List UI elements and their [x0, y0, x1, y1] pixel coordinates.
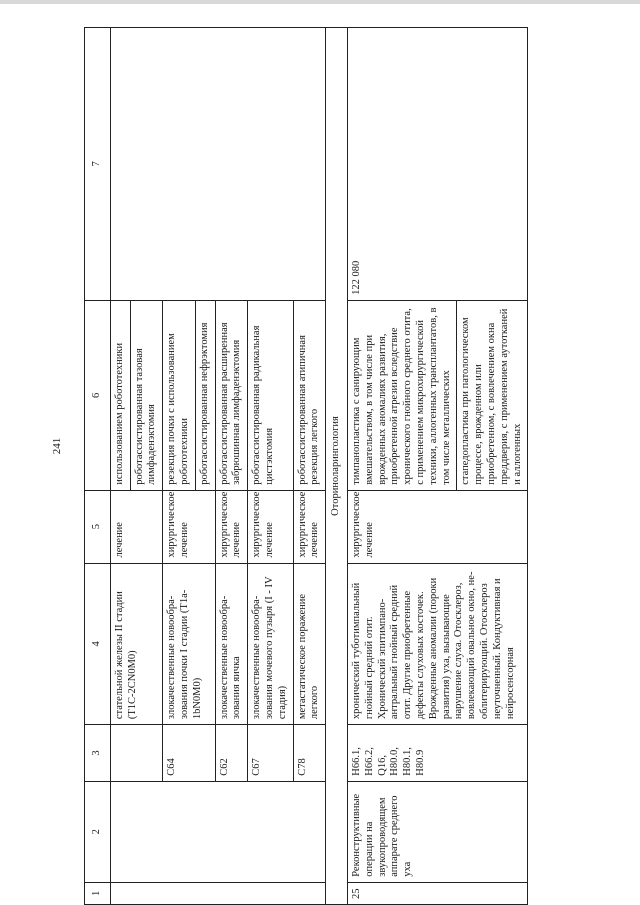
cell-number-empty: [110, 882, 325, 904]
column-header: 1: [85, 882, 111, 904]
cell-treatment-type: хирургическое лечение: [215, 490, 248, 563]
table-row: [110, 28, 130, 905]
table-row: [347, 28, 456, 905]
column-header: 5: [85, 490, 111, 563]
cell-method: роботассистированная атипичная резекция легкого: [293, 300, 326, 490]
cell-diagnosis: злокачественные новообразования почки I стадии (T1a-1bN0M0): [163, 563, 215, 725]
column-header: 2: [85, 781, 111, 882]
cell-cost: 122 080: [347, 28, 527, 301]
cell-method: роботассистированная тазовая лимфаденэктомия: [130, 300, 163, 490]
cell-treatment-type: хирургическое лечение: [293, 490, 326, 563]
medical-care-table: [84, 27, 528, 905]
column-header: 7: [85, 28, 111, 301]
cell-diagnosis: метастатическое поражение легкого: [293, 563, 326, 725]
cell-code: [110, 725, 162, 782]
cell-diagnosis: злокачественные новообразования мочевого пузыря (I - IV стадия): [248, 563, 293, 725]
cell-cost-empty: [110, 28, 325, 301]
cell-name-empty: [110, 781, 325, 882]
section-title: Оториноларингология: [326, 28, 348, 905]
scan-edge: [0, 0, 640, 4]
cell-method: роботассистированная радикальная цистэктомия: [248, 300, 293, 490]
cell-code: C64: [163, 725, 215, 782]
cell-method: тимпанопластика с санирующим вмешательством, в том числе при врожденных аномалиях развития, приобретенной атрезии вследствие хронического гнойного среднего отита, с применением микрохирургической техники, аллогенных трансплантaтов, в том числе металлических: [347, 300, 456, 490]
cell-diagnosis: стательной железы II стадии (T1C-2CN0M0): [110, 563, 162, 725]
cell-method: роботассистированная расширенная забрюшинная лимфаденэктомия: [215, 300, 248, 490]
cell-method: резекция почки с использованием робототехники: [163, 300, 196, 490]
cell-method: роботассистированная нефрэктомия: [195, 300, 215, 490]
cell-treatment-type: хирургическое лечение: [248, 490, 293, 563]
header-row: [85, 28, 111, 905]
document-page: [84, 27, 576, 905]
cell-treatment-type: лечение: [110, 490, 162, 563]
cell-method: использованием робототехники: [110, 300, 130, 490]
column-header: 6: [85, 300, 111, 490]
cell-code: C67: [248, 725, 293, 782]
section-row: [326, 28, 348, 905]
column-header: 4: [85, 563, 111, 725]
cell-treatment-type: хирургическое лечение: [163, 490, 215, 563]
cell-number: 25: [347, 882, 527, 904]
column-header: 3: [85, 725, 111, 782]
cell-name: Реконструктивные операции на звукопроводящем аппарате среднего уха: [347, 781, 527, 882]
cell-code: C78: [293, 725, 326, 782]
cell-diagnosis: хронический туботимпальный гнойный средний отит. Хронический эпитимпаноантральный гнойный средний отит. Другие приобретенные дефекты слуховых косточек. Врожденные аномалии (пороки развития) уха, вызывающие нарушение слуха. Отосклероз, вовлекающий овальное окно, необлитерирующий. Отосклероз неуточненный. Кондуктивная и нейросенсорная: [347, 563, 527, 725]
cell-code: H66.1, H66.2, Q16, H80.0, H80.1, H80.9: [347, 725, 527, 782]
cell-diagnosis: злокачественные новообразования яичка: [215, 563, 248, 725]
page-number: 241: [51, 437, 63, 455]
cell-treatment-type: хирургическое лечение: [347, 490, 527, 563]
cell-method: стапедопластика при патологическом процессе, врожденном или приобретенном, с вовлечением окна преддверия, с применением аутотканей и аллогенных: [457, 300, 528, 490]
cell-code: C62: [215, 725, 248, 782]
